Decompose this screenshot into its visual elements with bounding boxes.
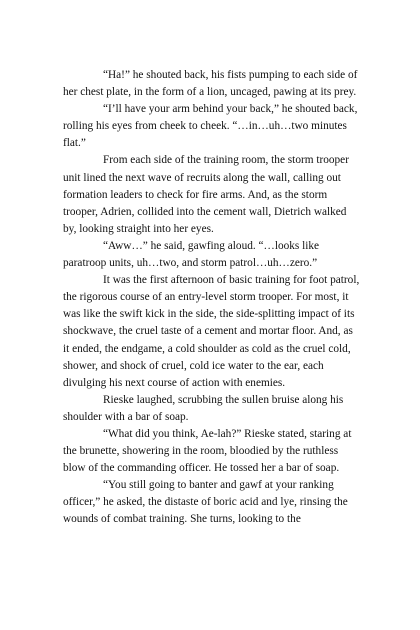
paragraph-2: “I’ll have your arm behind your back,” he shouted back, rolling his eyes from cheek to cheek. “…in…uh…two minutes flat.” bbox=[63, 103, 358, 150]
paragraph-1: “Ha!” he shouted back, his fists pumping to each side of her chest plate, in the form of a lion, uncaged, pawing at its prey. bbox=[63, 69, 358, 99]
paragraph-6: Rieske laughed, scrubbing the sullen bruise along his shoulder with a bar of soap. bbox=[63, 393, 344, 423]
body-text bbox=[63, 67, 361, 529]
paragraph-5: It was the first afternoon of basic training for foot patrol, the rigorous course of an entry-level storm trooper. For most, it was like the swift kick in the side, the side-splitting impact of its shockwave, the cruel taste of a cement and mortar floor. And, as it ended, the endgame, a cold shoulder as cold as the cruel cold, shower, and shock of cruel, cold ice water to the ear, each divulging his next course of action with enemies. bbox=[63, 274, 360, 389]
paragraph-8: “You still going to banter and gawf at your ranking officer,” he asked, the distaste of boric acid and lye, rinsing the wounds of combat training. She turns, looking to the bbox=[63, 479, 348, 526]
paragraph-3: From each side of the training room, the storm trooper unit lined the next wave of recruits along the wall, calling out formation leaders to check for fire arms. And, as the storm trooper, Adrien, collided into the cement wall, Dietrich walked by, looking straight into her eyes. bbox=[63, 154, 349, 235]
paragraph-4: “Aww…” he said, gawfing aloud. “…looks like paratroop units, uh…two, and storm patrol…uh…zero.” bbox=[63, 239, 320, 270]
paragraph-7: “What did you think, Ae-lah?” Rieske stated, staring at the brunette, showering in the room, bloodied by the ruthless blow of the commanding officer. He tossed her a bar of soap. bbox=[63, 427, 352, 475]
